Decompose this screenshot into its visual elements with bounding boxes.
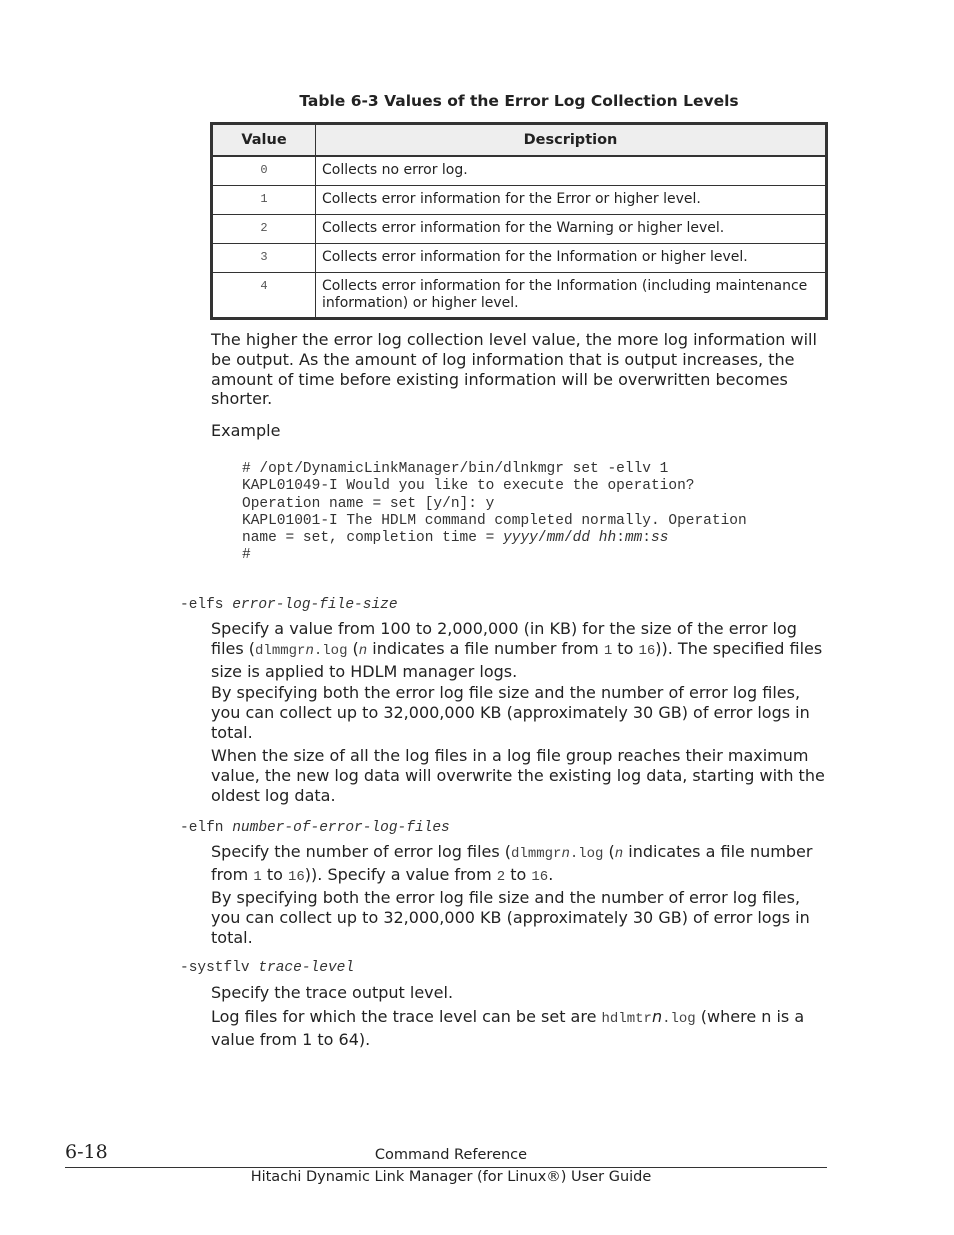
footer-book-title: Hitachi Dynamic Link Manager (for Linux®) User Guide [250,1169,652,1185]
code-line: # [242,547,251,564]
code-var-minute: mm [624,530,643,547]
code-var-second: ss [651,530,669,547]
text: Specify the number of error log files ( [211,842,512,861]
code-var-hour: hh [598,530,617,547]
text: Specify a value from 100 to 2,000,000 (in KB) for the size of the error log files ( [211,619,797,658]
value-to: 16 [638,642,656,659]
filename-part: .log [313,642,348,659]
text: Log files for which the trace level can be set are [211,1007,602,1026]
cell-description: Collects error information for the Warning or higher level. [316,215,827,244]
filename [511,846,603,862]
option-systflv [180,960,354,976]
systflv-paragraph-1: Specify the trace output level. [211,983,454,1002]
code-line: KAPL01001-I The HDLM command completed normally. Operation [242,512,747,529]
option-param: number-of-error-log-files [232,820,450,836]
filename-var: n [651,1007,663,1026]
elfn-paragraph-1 [211,842,831,888]
text: to [612,638,639,658]
code-sep: : [642,530,651,547]
table-row [212,156,827,186]
elfs-paragraph-1 [211,619,831,681]
elfs-paragraph-3: When the size of all the log files in a log file group reaches their maximum value, the new log data will overwrite the existing log data, starting with the oldest log data. [211,746,825,805]
code-sep: / [537,530,547,547]
option-name: -elfs [180,597,233,613]
filename-var: n [561,846,570,862]
code-line: KAPL01049-I Would you like to execute the operation? [242,478,695,495]
footer-section: Command Reference [374,1147,528,1163]
filename [601,1007,696,1027]
text: indicates a file number from [367,638,604,658]
column-header-value: Value [212,124,316,157]
text: to [261,864,288,884]
text: to [505,864,532,884]
cell-description: Collects no error log. [316,156,827,186]
elfn-paragraph-2: By specifying both the error log file size and the number of error log files, you can collect up to 32,000,000 KB (approximately 30 GB) of error logs in total. [211,888,810,947]
column-header-description: Description [316,124,827,157]
filename-part: .log [569,846,604,862]
var-n: n [614,846,624,862]
code-line: # /opt/DynamicLinkManager/bin/dlnkmgr set -ellv 1 [242,461,669,477]
value-min: 2 [496,868,506,885]
filename-part: .log [662,1011,696,1027]
table-row [212,273,827,319]
code-var-month: mm [546,530,564,547]
filename-part: dlmmgr [255,642,306,659]
value-from: 1 [253,868,262,885]
text: . [548,864,554,884]
option-param: error-log-file-size [232,597,398,613]
table-header-row [212,124,827,157]
table-caption: Table 6-3 Values of the Error Log Collection Levels [299,92,739,110]
code-example [242,461,747,565]
value-to: 16 [287,868,305,885]
cell-description: Collects error information for the Information (including maintenance information) or higher level. [316,273,827,319]
option-name: -elfn [180,820,233,836]
filename-part: dlmmgr [511,846,562,862]
cell-value: 0 [212,156,316,186]
code-sep: / [563,530,573,547]
code-sep [590,530,599,546]
option-elfs [180,597,398,613]
code-text: name = set, completion time = [242,530,504,547]
table-row [212,215,827,244]
page-number: 6-18 [65,1141,108,1163]
option-name: -systflv [180,960,259,976]
cell-value: 4 [212,273,316,319]
text: indicates a file number from [211,842,813,884]
example-label: Example [211,421,281,440]
table-row [212,186,827,215]
code-sep: : [616,530,625,547]
filename-part: hdlmtr [601,1011,652,1027]
text: ( [603,842,615,861]
value-max: 16 [531,868,549,885]
code-line [242,530,668,546]
text: )). The specified files size is applied to HDLM manager logs. [211,638,823,681]
systflv-paragraph-2 [211,1007,831,1050]
cell-value: 2 [212,215,316,244]
code-var-year: yyyy [503,530,538,547]
filename-var: n [305,642,314,659]
text: ( [347,638,359,658]
value-from: 1 [603,642,613,659]
elfs-paragraph-2: By specifying both the error log file size and the number of error log files, you can collect up to 32,000,000 KB (approximately 30 GB) of error logs in total. [211,683,810,742]
intro-paragraph: The higher the error log collection level value, the more log information will be output. As the amount of log information that is output increases, the amount of time before existing information will be overwritten becomes shorter. [211,330,817,409]
text: )). Specify a value from [304,864,497,884]
filename [255,643,347,659]
option-elfn [180,820,450,836]
footer-rule [65,1167,827,1168]
option-param: trace-level [258,960,355,976]
code-line: Operation name = set [y/n]: y [242,495,495,512]
code-var-day: dd [572,530,591,547]
cell-value: 1 [212,186,316,215]
cell-description: Collects error information for the Information or higher level. [316,244,827,273]
cell-value: 3 [212,244,316,273]
error-log-levels-table [210,122,828,320]
text: (where n is a value from 1 to 64). [211,1007,805,1049]
table-row [212,244,827,273]
cell-description: Collects error information for the Error or higher level. [316,186,827,215]
var-n: n [358,642,368,659]
